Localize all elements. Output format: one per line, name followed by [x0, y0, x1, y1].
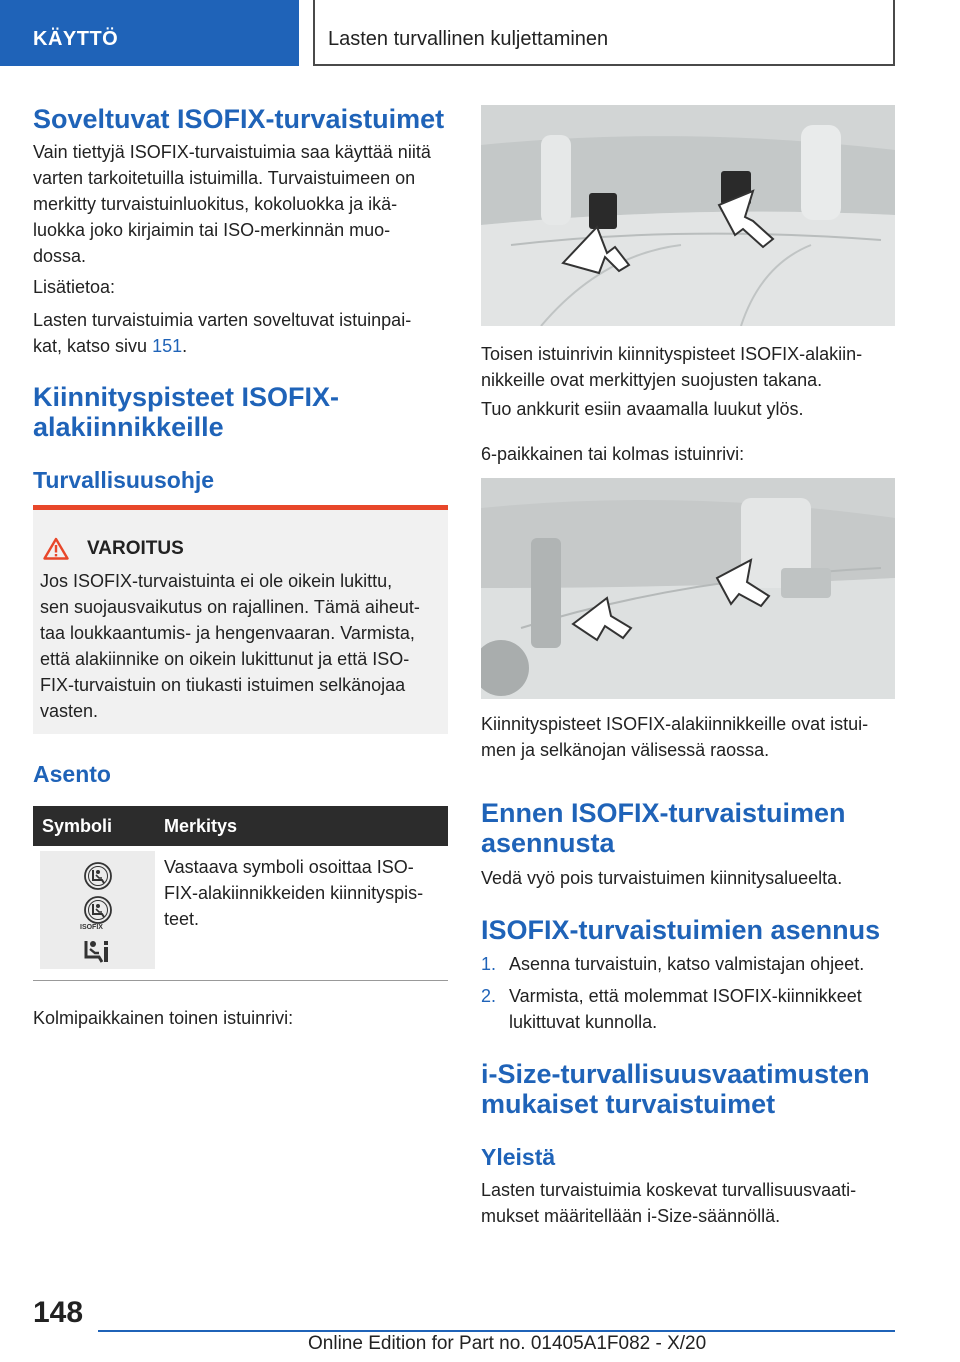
text-line: sen suojausvaikutus on rajallinen. Tämä aiheut-	[40, 597, 420, 617]
chapter-title: Lasten turvallinen kuljettaminen	[313, 0, 895, 66]
paragraph-general	[481, 1177, 901, 1229]
heading-line: Kiinnityspisteet ISOFIX-	[33, 382, 340, 412]
page-link[interactable]: 151	[152, 336, 183, 356]
table-bottom-rule	[33, 980, 448, 981]
heading-install: ISOFIX-turvaistuimien asennus	[481, 915, 881, 945]
text-line: Vastaava symboli osoittaa ISO-	[164, 857, 414, 877]
heading-position: Asento	[33, 761, 111, 787]
warning-title: VAROITUS	[87, 537, 184, 559]
seat-gap-illustration	[481, 478, 895, 699]
caption-second-row	[481, 341, 901, 393]
paragraph-suitable	[33, 139, 453, 269]
symbol-meaning	[164, 854, 454, 932]
warning-box	[33, 505, 448, 734]
caption-open-flaps: Tuo ankkurit esiin avaamalla luukut ylös.	[481, 399, 804, 419]
page-header	[0, 0, 960, 66]
photo-second-row-anchors	[481, 105, 895, 326]
footer-edition: Online Edition for Part no. 01405A1F082 - X/20	[308, 1333, 707, 1354]
list-number: 2.	[481, 986, 497, 1006]
list-text: Asenna turvaistuin, katso valmistajan ohjeet.	[509, 954, 865, 974]
symbol-cell	[40, 851, 155, 969]
paragraph-before-install: Vedä vyö pois turvaistuimen kiinnitysalueelta.	[481, 868, 843, 888]
heading-before-install	[481, 798, 901, 858]
warning-header	[43, 537, 184, 560]
text-line: taa loukkaantumis- ja hengenvaaran. Varmista,	[40, 623, 415, 643]
text-line: Jos ISOFIX-turvaistuinta ei ole oikein lukittu,	[40, 571, 393, 591]
heading-line: Ennen ISOFIX-turvaistuimen	[481, 798, 846, 828]
heading-suitable-seats: Soveltuvat ISOFIX-turvaistuimet	[33, 104, 445, 134]
text-line: Lasten turvaistuimia varten soveltuvat istuinpai-	[33, 310, 412, 330]
heading-anchor-points	[33, 382, 453, 442]
list-text: lukittuvat kunnolla.	[509, 1012, 658, 1032]
text-line: vasten.	[40, 701, 99, 721]
text-span: .	[182, 336, 188, 356]
seat-illustration	[481, 105, 895, 326]
heading-line: i-Size-turvallisuusvaatimusten	[481, 1059, 870, 1089]
child-seat-icon	[83, 861, 113, 891]
heading-safety-note: Turvallisuusohje	[33, 467, 215, 493]
text-line: mukset määritellään i-Size-säännöllä.	[481, 1206, 781, 1226]
caption-seat-gap	[481, 711, 901, 763]
paragraph-seat-positions	[33, 307, 453, 359]
text-line: men ja selkänojan välisessä raossa.	[481, 740, 770, 760]
text-line: varten tarkoitetuilla istuimilla. Turvaistuimeen on	[33, 168, 416, 188]
text-line: Vain tiettyjä ISOFIX-turvaistuimia saa käyttää niitä	[33, 142, 431, 162]
paragraph-six-seat: 6-paikkainen tai kolmas istuinrivi:	[481, 444, 745, 464]
heading-line: alakiinnikkeille	[33, 412, 224, 442]
isofix-icon-label: ISOFIX	[80, 924, 103, 931]
heading-line: asennusta	[481, 828, 615, 858]
photo-third-row-anchors	[481, 478, 895, 699]
column-header-symbol: Symboli	[42, 816, 113, 836]
column-header-meaning: Merkitys	[164, 816, 238, 836]
paragraph-three-seat: Kolmipaikkainen toinen istuinrivi:	[33, 1008, 294, 1028]
text-line: Lasten turvaistuimia koskevat turvallisuusvaati-	[481, 1180, 857, 1200]
heading-line: mukaiset turvaistuimet	[481, 1089, 776, 1119]
text-line: merkitty turvaistuinluokitus, kokoluokka ja ikä-	[33, 194, 398, 214]
table-header	[33, 806, 448, 846]
text-line: Kiinnityspisteet ISOFIX-alakiinnikkeille ovat istui-	[481, 714, 869, 734]
child-seat-info-icon	[83, 937, 113, 965]
list-item	[481, 951, 901, 977]
text-line: dossa.	[33, 246, 87, 266]
warning-text	[40, 568, 445, 724]
text-line: teet.	[164, 909, 200, 929]
section-label: KÄYTTÖ	[0, 0, 299, 66]
list-item	[481, 983, 901, 1035]
text-line: luokka joko kirjaimin tai ISO-merkinnän muo-	[33, 220, 391, 240]
more-info-label: Lisätietoa:	[33, 277, 116, 297]
footer-rule	[98, 1330, 895, 1332]
text-line: että alakiinnike on oikein lukittunut ja että ISO-	[40, 649, 410, 669]
text-line: nikkeille ovat merkittyjen suojusten takana.	[481, 370, 823, 390]
text-line: Toisen istuinrivin kiinnityspisteet ISOFIX-alakiin-	[481, 344, 863, 364]
text-line: FIX-alakiinnikkeiden kiinnityspis-	[164, 883, 424, 903]
page-number: 148	[33, 1296, 84, 1329]
heading-isize	[481, 1059, 901, 1119]
list-number: 1.	[481, 954, 497, 974]
text-line	[33, 333, 453, 359]
text-span: kat, katso sivu	[33, 336, 153, 356]
text-line: FIX-turvaistuin on tiukasti istuimen selkänojaa	[40, 675, 406, 695]
list-text: Varmista, että molemmat ISOFIX-kiinnikkeet	[509, 986, 862, 1006]
heading-general: Yleistä	[481, 1144, 556, 1170]
warning-triangle-icon	[43, 537, 69, 560]
